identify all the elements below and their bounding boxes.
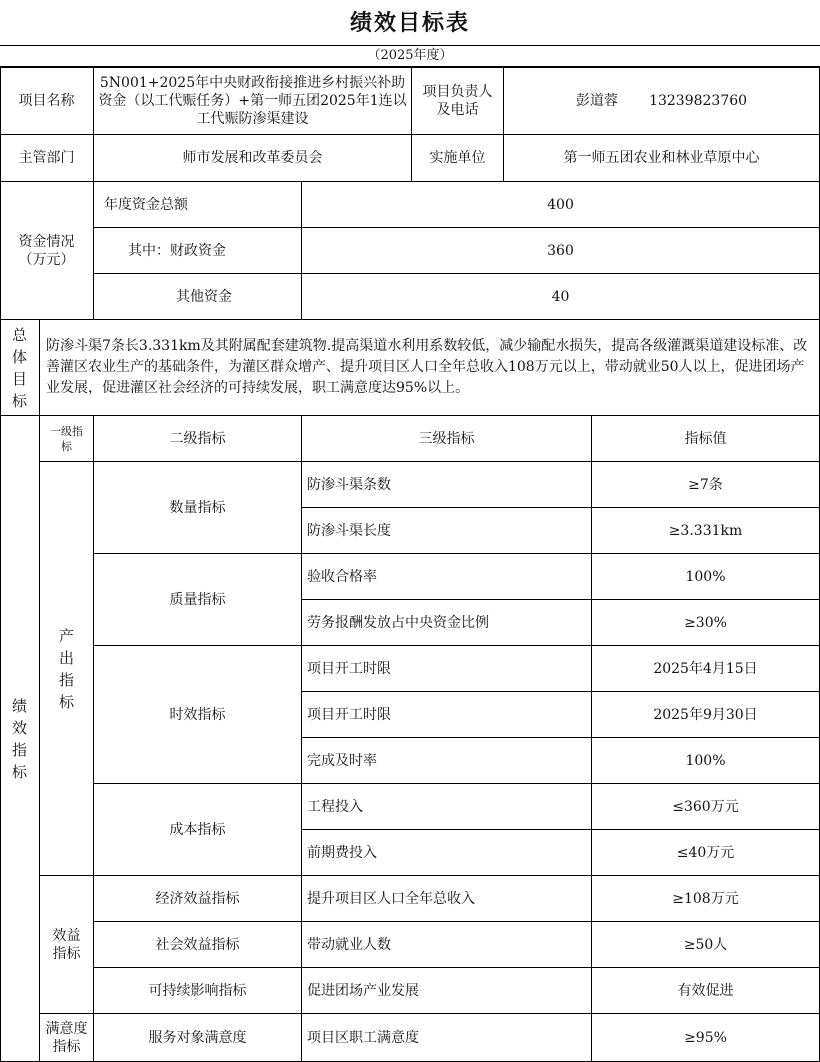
indicator-value: ≥3.331km (592, 508, 820, 554)
goal-text: 防渗斗渠7条长3.331km及其附属配套建筑物.提高渠道水利用系数较低，减少输配水损失，提高各级灌溉渠道建设标准、改善灌区农业生产的基础条件，为灌区群众增产、提升项目区人口全年总收入108万元以上，带动就业50人以上，促进团场产业发展，促进灌区社会经济的可持续发展，职工满意度达95%以上。 (40, 320, 820, 416)
level2-social: 社会效益指标 (94, 922, 302, 968)
project-leader-value: 彭道蓉 13239823760 (504, 67, 820, 135)
funds-fiscal-label: 其中：财政资金 (94, 228, 302, 274)
indicator-value: 100% (592, 554, 820, 600)
indicator-name: 防渗斗渠长度 (302, 508, 592, 554)
year-subtitle: （2025年度） (0, 46, 820, 67)
indicator-value: 2025年9月30日 (592, 692, 820, 738)
indicator-name: 防渗斗渠条数 (302, 462, 592, 508)
header-level3: 三级指标 (302, 416, 592, 462)
dept-label: 主管部门 (0, 135, 94, 182)
indicator-name: 提升项目区人口全年总收入 (302, 876, 592, 922)
goal-label: 总体目标 (11, 325, 27, 410)
level2-cost: 成本指标 (94, 784, 302, 876)
indicator-value: 100% (592, 738, 820, 784)
indicator-value: 有效促进 (592, 968, 820, 1014)
project-name-value: 5N001+2025年中央财政衔接推进乡村振兴补助资金（以工代赈任务）+第一师五团2025年1连以工代赈防渗渠建设 (94, 67, 412, 135)
perf-label: 绩效指标 (11, 696, 27, 781)
level2-service-satisfaction: 服务对象满意度 (94, 1014, 302, 1062)
level2-timeliness: 时效指标 (94, 646, 302, 784)
funds-fiscal-value: 360 (302, 228, 820, 274)
indicator-name: 项目开工时限 (302, 646, 592, 692)
indicator-name: 劳务报酬发放占中央资金比例 (302, 600, 592, 646)
indicator-name: 项目区职工满意度 (302, 1014, 592, 1062)
indicator-name: 项目开工时限 (302, 692, 592, 738)
level2-economic: 经济效益指标 (94, 876, 302, 922)
indicator-name: 完成及时率 (302, 738, 592, 784)
level1-satisfaction: 满意度指标 (40, 1014, 94, 1062)
level2-quality: 质量指标 (94, 554, 302, 646)
funds-total-label: 年度资金总额 (94, 182, 302, 228)
indicator-value: ≥95% (592, 1014, 820, 1062)
dept-value: 师市发展和改革委员会 (94, 135, 412, 182)
indicator-name: 带动就业人数 (302, 922, 592, 968)
funds-other-value: 40 (302, 274, 820, 320)
indicator-value: ≥50人 (592, 922, 820, 968)
funds-other-label: 其他资金 (94, 274, 302, 320)
indicator-value: ≥108万元 (592, 876, 820, 922)
level1-benefit: 效益指标 (40, 876, 94, 1014)
level2-quantity: 数量指标 (94, 462, 302, 554)
indicator-value: 2025年4月15日 (592, 646, 820, 692)
impl-unit-label: 实施单位 (412, 135, 504, 182)
indicator-name: 工程投入 (302, 784, 592, 830)
indicator-value: ≤40万元 (592, 830, 820, 876)
indicator-value: ≥30% (592, 600, 820, 646)
indicator-name: 前期费投入 (302, 830, 592, 876)
funds-total-value: 400 (302, 182, 820, 228)
level2-sustainable: 可持续影响指标 (94, 968, 302, 1014)
indicator-name: 验收合格率 (302, 554, 592, 600)
perf-label-cell (0, 416, 40, 1062)
project-name-label: 项目名称 (0, 67, 94, 135)
header-level2: 二级指标 (94, 416, 302, 462)
impl-unit-value: 第一师五团农业和林业草原中心 (504, 135, 820, 182)
level1-output-cell (40, 462, 94, 876)
funds-label: 资金情况（万元） (0, 182, 94, 320)
level1-output: 产出指标 (58, 626, 74, 711)
table-title: 绩效目标表 (0, 0, 820, 46)
goal-label-cell (0, 320, 40, 416)
project-leader-label: 项目负责人及电话 (412, 67, 504, 135)
indicator-value: ≤360万元 (592, 784, 820, 830)
header-level1: 一级指标 (40, 416, 94, 462)
indicator-name: 促进团场产业发展 (302, 968, 592, 1014)
header-value: 指标值 (592, 416, 820, 462)
indicator-value: ≥7条 (592, 462, 820, 508)
